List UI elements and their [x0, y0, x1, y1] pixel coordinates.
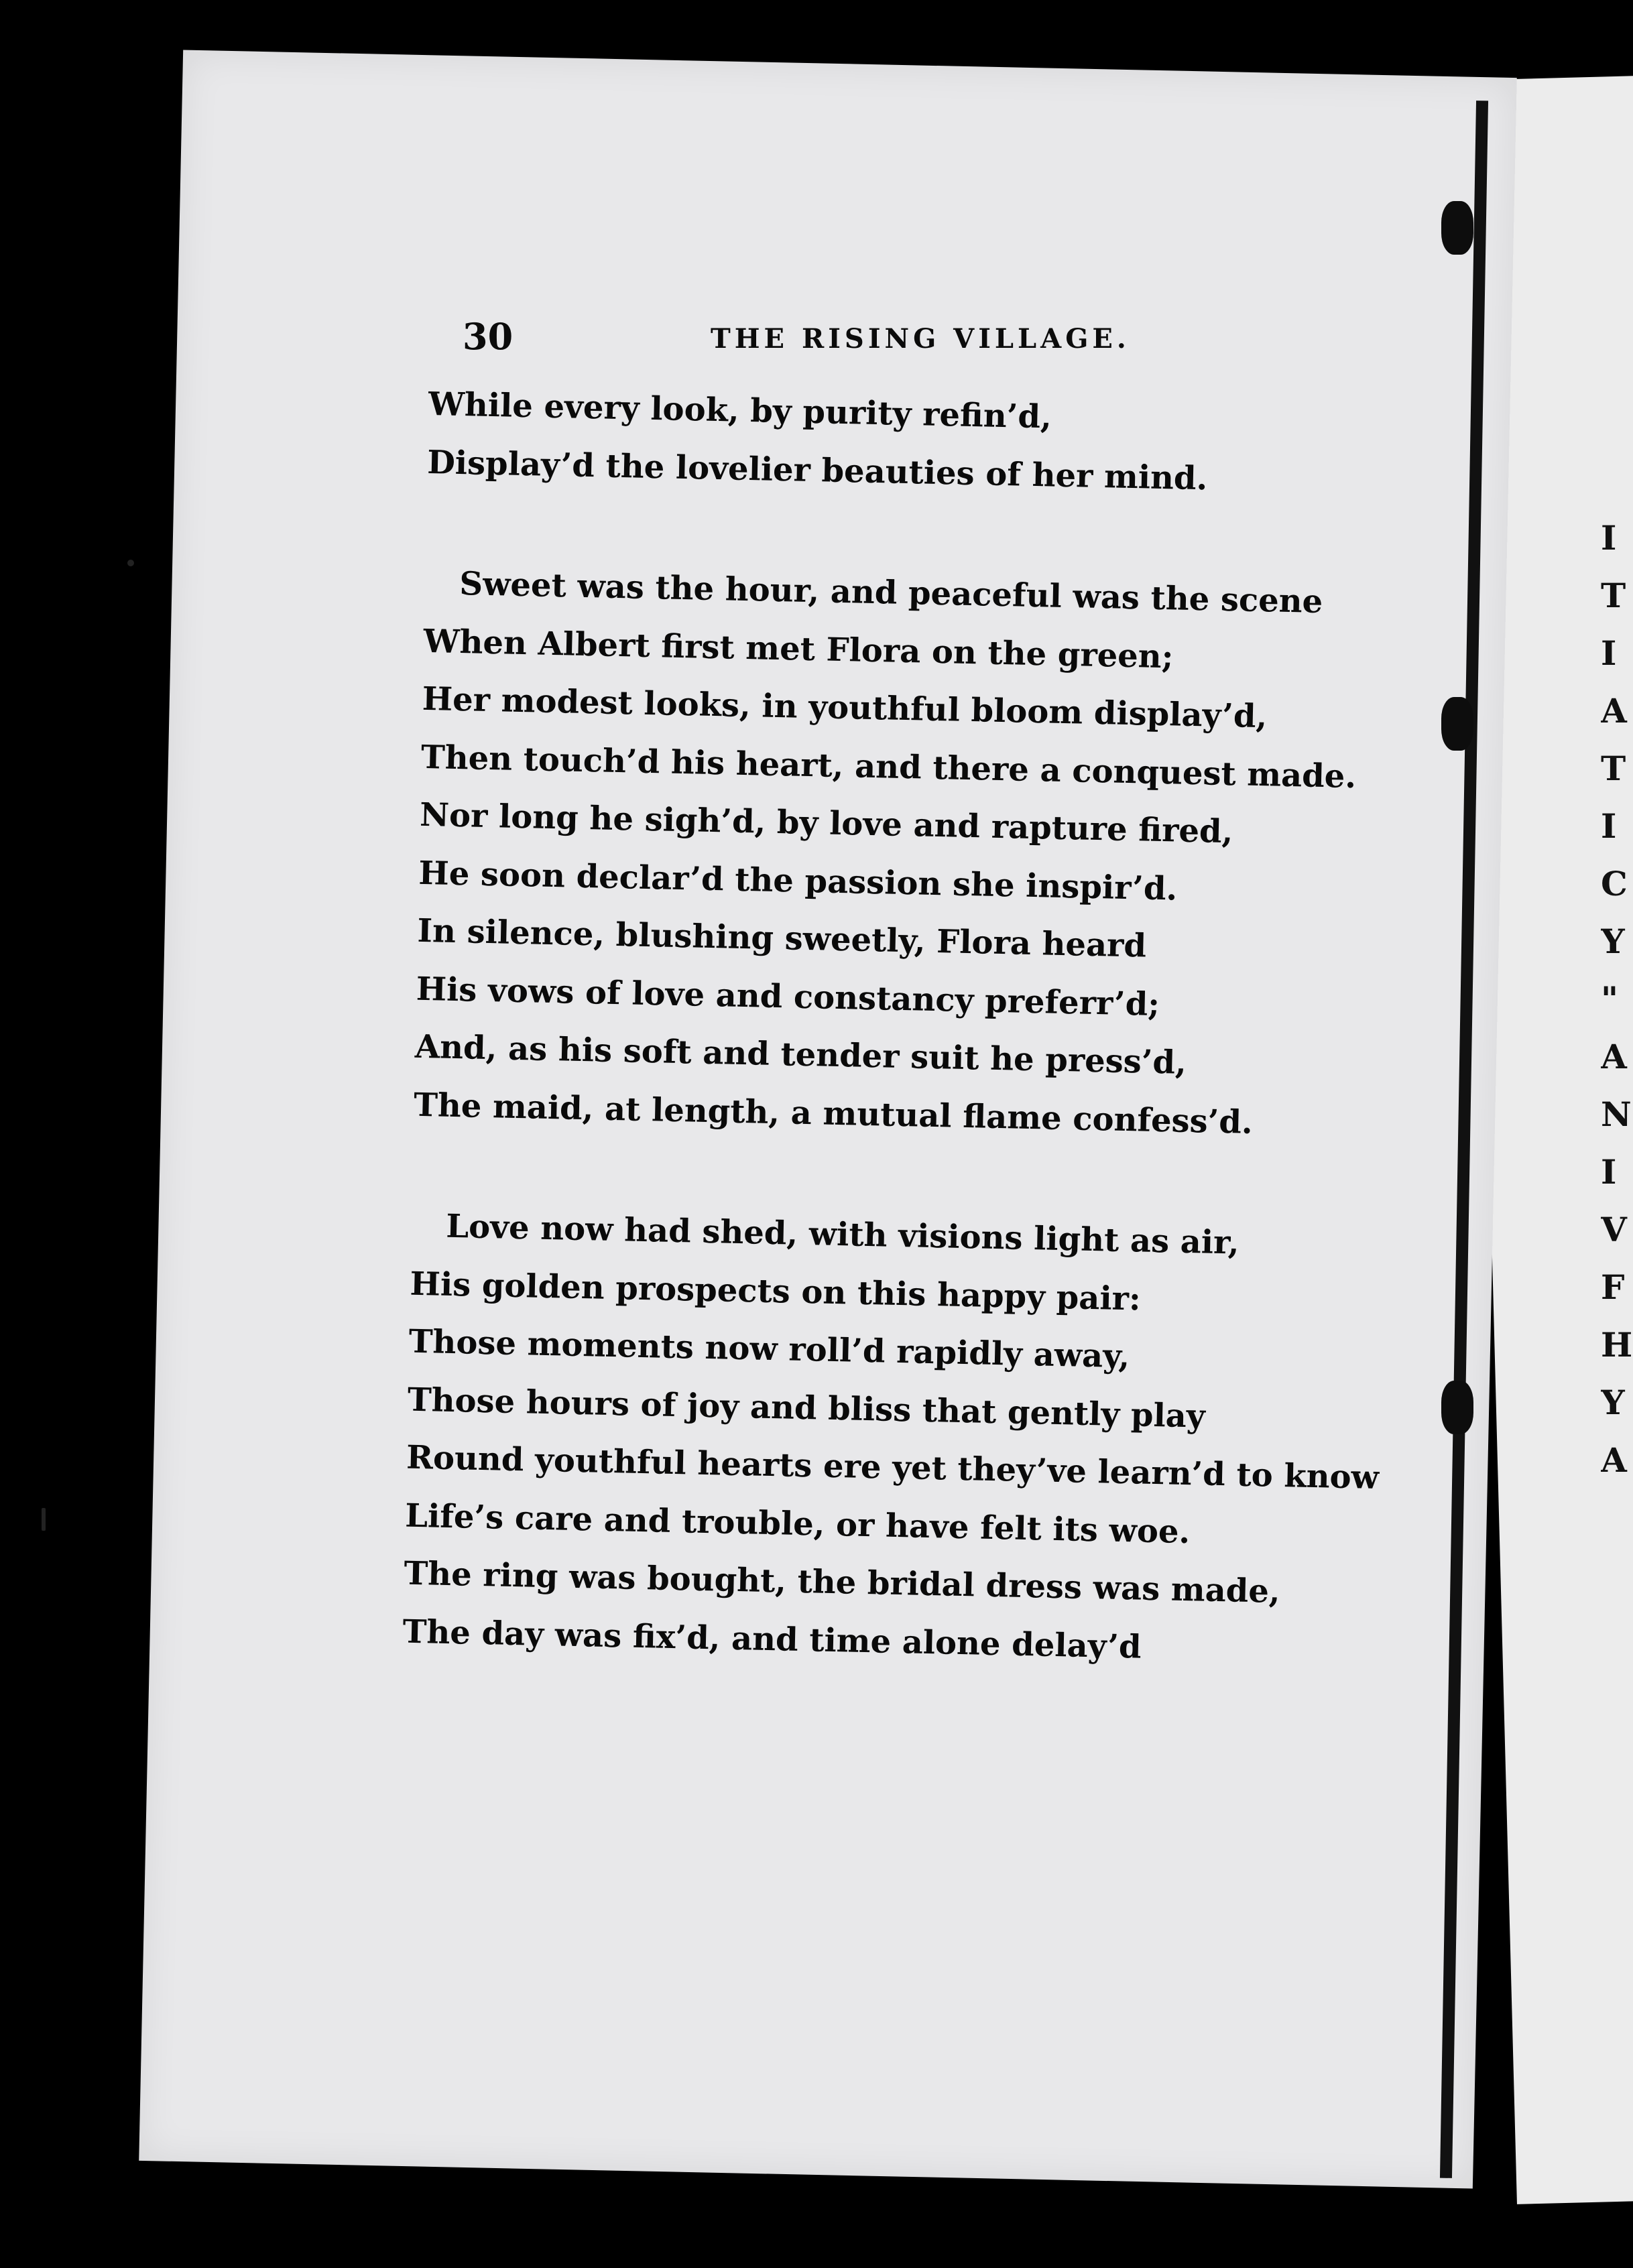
facing-page-text: [1601, 509, 1633, 1489]
poem-line: Then touch’d his heart, and there a conquest made.: [420, 738, 1357, 796]
poem-line: His golden prospects on this happy pair:: [410, 1265, 1142, 1318]
facing-page-letter: I: [1601, 1152, 1617, 1192]
poem-line: The ring was bought, the bridal dress was made,: [403, 1554, 1281, 1611]
facing-page-letter: Y: [1601, 922, 1625, 961]
poem-line: While every look, by purity refin’d,: [428, 385, 1052, 436]
binding-thread: [1441, 697, 1473, 751]
facing-page-letter: I: [1601, 806, 1617, 846]
facing-page-letter: Y: [1601, 1383, 1625, 1422]
facing-page-letter: A: [1601, 1440, 1627, 1480]
poem-text: [401, 375, 1435, 1745]
facing-page-letter: T: [1601, 576, 1626, 615]
facing-page-letter: V: [1601, 1210, 1627, 1249]
facing-page-letter: I: [1601, 633, 1617, 673]
poem-line: Nor long he sigh’d, by love and rapture fired,: [419, 796, 1233, 851]
poem-line: Her modest looks, in youthful bloom display’d,: [422, 680, 1268, 736]
stanza: [426, 375, 1434, 512]
poem-line: When Albert first met Flora on the green;: [423, 622, 1174, 676]
poem-line: His vows of love and constancy preferr’d;: [416, 970, 1160, 1023]
poem-line: And, as his soft and tender suit he press’d,: [414, 1027, 1187, 1082]
facing-page-letter: C: [1601, 864, 1628, 903]
facing-page-letter: F: [1601, 1267, 1625, 1307]
facing-page-letter: ": [1601, 979, 1619, 1019]
poem-line: Life’s care and trouble, or have felt its woe.: [404, 1497, 1191, 1551]
poem-line: Round youthful hearts ere yet they’ve learn’d to know: [406, 1438, 1380, 1497]
poem-line: Love now had shed, with visions light as air,: [445, 1207, 1240, 1262]
poem-line: Sweet was the hour, and peaceful was the scene: [459, 565, 1323, 621]
binding-thread: [1441, 1381, 1473, 1434]
page-header: [463, 315, 1468, 369]
poem-line: Display’d the lovelier beauties of her mind.: [426, 443, 1208, 497]
poem-line: Those hours of joy and bliss that gently play: [407, 1381, 1206, 1436]
page-number: 30: [463, 315, 513, 358]
facing-page-letter: A: [1601, 1037, 1627, 1076]
facing-page-letter: A: [1601, 691, 1627, 731]
running-title: THE RISING VILLAGE.: [711, 323, 1130, 355]
facing-page-letter: I: [1601, 518, 1617, 558]
scan-speck: [127, 560, 134, 566]
poem-line: He soon declar’d the passion she inspir’d.: [418, 854, 1178, 908]
facing-page-letter: N: [1601, 1094, 1632, 1134]
poem-line: Those moments now roll’d rapidly away,: [408, 1322, 1130, 1376]
poem-line: The day was fix’d, and time alone delay’d: [402, 1613, 1142, 1666]
binding-thread: [1441, 201, 1473, 255]
poem-line: In silence, blushing sweetly, Flora heard: [417, 911, 1147, 965]
stanza: [413, 554, 1431, 1155]
facing-page-letter: H: [1601, 1325, 1633, 1365]
stanza: [402, 1197, 1417, 1682]
poem-line: The maid, at length, a mutual flame confess’d.: [413, 1086, 1254, 1141]
facing-page-letter: T: [1601, 749, 1626, 788]
scan-speck: [42, 1508, 46, 1531]
